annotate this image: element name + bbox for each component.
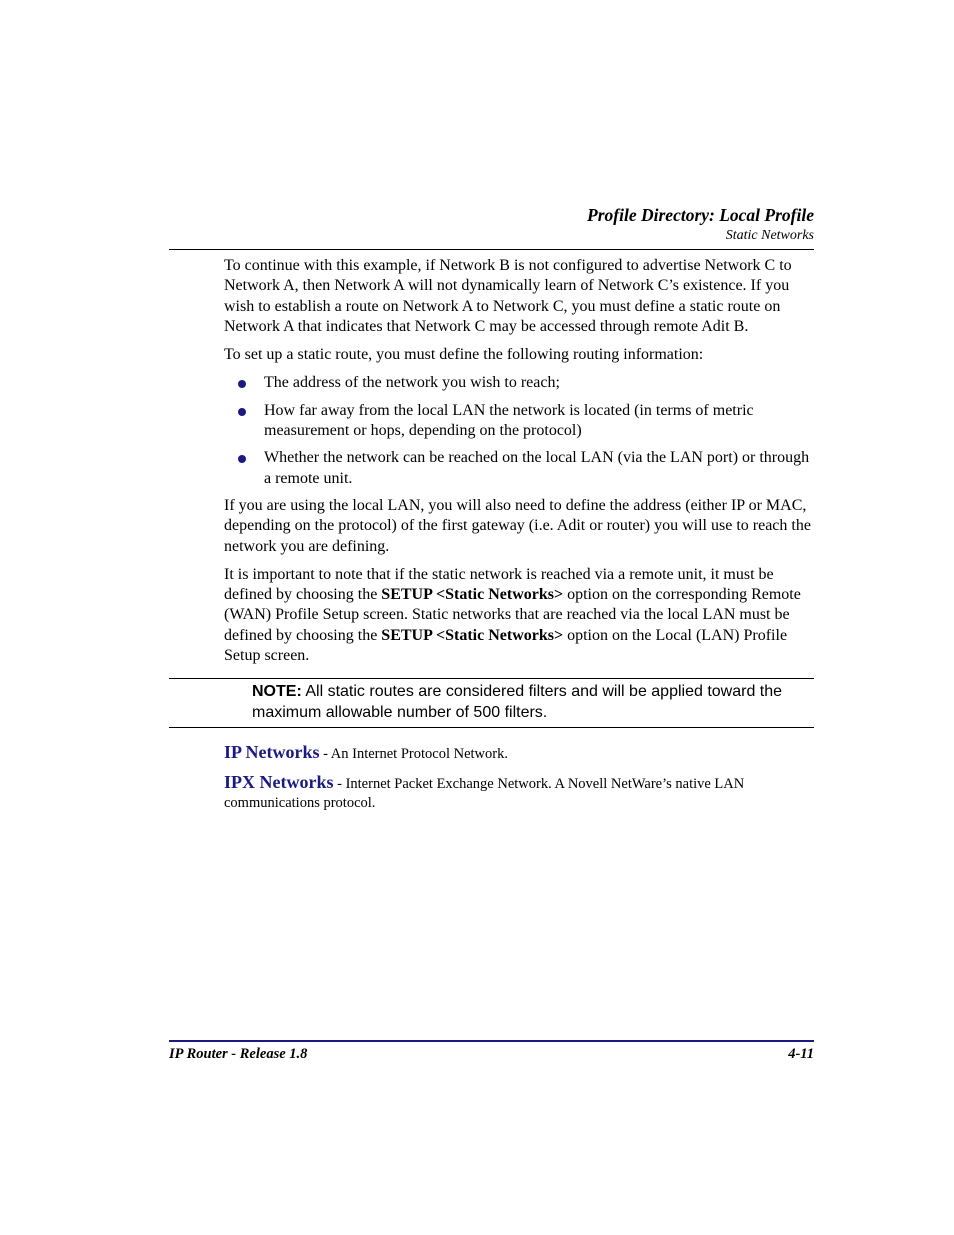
header-divider [169,249,814,250]
list-item [224,401,814,442]
bullet-icon [238,408,246,416]
note-box [252,682,817,723]
definition-description: - An Internet Protocol Network. [319,746,508,762]
list-item [224,448,814,489]
definition-description: - Internet Packet Exchange Network. A Novell NetWare’s native LAN communications protocol. [224,776,745,811]
definition-term: IPX Networks [224,772,334,792]
bullet-icon [238,380,246,388]
paragraph-local-lan: If you are using the local LAN, you will also need to define the address (either IP or MAC, depending on the protocol) of the first gateway (i.e. Adit or router) you will use to reach the network you are defining. [224,496,811,555]
definition-term: IP Networks [224,742,320,762]
list-item-text: How far away from the local LAN the network is located (in terms of metric measurement or hops, depending on the protocol) [264,401,754,440]
note-top-divider [169,678,814,679]
chapter-title: Profile Directory: Local Profile [587,205,814,225]
text-run: option on the Local (LAN) Profile Setup screen. [224,626,788,665]
definition-item [224,743,814,764]
paragraph-intro: To continue with this example, if Network B is not configured to advertise Network C to Network A, then Network A will not dynamically learn of Network C’s existence. If you wish to establish a route on Network A to Network C, you must define a static route on Network A that indicates that Network C may be accessed through remote Adit B. [224,257,792,335]
footer-divider [169,1040,814,1042]
page-number: 4-11 [788,1046,814,1062]
definitions [224,743,814,822]
paragraph-setup: To set up a static route, you must define the following routing information: [224,346,704,364]
note-label: NOTE: [252,683,302,700]
list-item-text: Whether the network can be reached on the local LAN (via the LAN port) or through a remote unit. [264,449,810,487]
note-text: All static routes are considered filters and will be applied toward the maximum allowable number of 500 filters. [252,683,783,721]
paragraph-important [224,565,814,666]
text-run: option on the corresponding Remote (WAN) Profile Setup screen. Static networks that are reached via the local LAN must be defined by choosing the [224,586,801,644]
menu-reference: SETUP <Static Networks> [381,626,564,644]
bullet-icon [238,455,246,463]
page-header [587,204,814,246]
text-run: It is important to note that if the static network is reached via a remote unit, it must be defined by choosing the [224,565,774,604]
section-title: Static Networks [725,228,814,243]
routing-info-list [224,373,814,488]
note-bottom-divider [169,727,814,728]
list-item-text: The address of the network you wish to reach; [264,374,560,392]
definition-item [224,773,814,813]
list-item [224,373,814,393]
menu-reference: SETUP <Static Networks> [381,586,564,604]
footer-product: IP Router - Release 1.8 [169,1046,308,1062]
body-text [224,256,814,674]
